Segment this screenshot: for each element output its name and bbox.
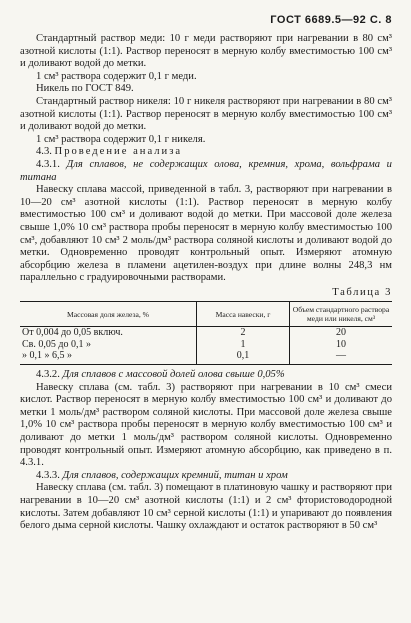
section-4-3-heading <box>20 146 392 159</box>
table-caption: Таблица 3 <box>332 286 392 298</box>
column-header-mass: Масса навески, г <box>197 302 290 327</box>
document-page <box>20 14 392 533</box>
table-cell: От 0,004 до 0,05 включ. <box>20 327 197 339</box>
paragraph-4-3-1-body: Навеску сплава массой, приведенной в табл. 3, растворяют при нагревании в 10—20 см³ азотной кислоты (1:1). Раствор переносят в мерную колбу вместимостью 100 см³ и доливают водой до метки. При массовой доле железа свыше 1,0% 10 см³ раствора пробы переносят в мерную колбу вместимостью 100 см³, добавляют 10 см³ 2 моль/дм³ раствора соляной кислоты и доливают водой до метки. Одновременно проводят контрольный опыт. Измеряют атомную абсорбцию железа в пламени ацетилен-воздух при длине волны 248,3 нм параллельно с градуировочными растворами. <box>20 184 392 284</box>
paragraph-4-3-3-body: Навеску сплава (см. табл. 3) помещают в платиновую чашку и растворяют при нагревании в 10—20 см³ азотной кислоты (1:1) и 2 см³ фтористоводородной кислоты. Затем добавляют 10 см³ серной кислоты (1:1) и упаривают до появления белого дыма серной кислоты. Чашку охлаждают и остаток растворяют в 50 см³ <box>20 482 392 532</box>
paragraph-copy-standard: Стандартный раствор меди: 10 г меди растворяют при нагревании в 80 см³ азотной кислоты (1:1). Раствор переносят в мерную колбу вместимостью 100 см³ и доливают водой до метки. <box>20 33 392 70</box>
section-number: 4.3.3. <box>36 469 60 481</box>
section-title: Для сплавов с массовой долей олова свыше 0,05% <box>62 368 285 380</box>
section-4-3-2-heading <box>20 369 392 382</box>
paragraph-nickel-gost: Никель по ГОСТ 849. <box>36 83 134 95</box>
table-row <box>20 339 392 351</box>
section-title: Для сплавов, не содержащих олова, кремния, хрома, вольфрама и титана <box>20 158 392 183</box>
section-4-3-3-heading <box>20 470 392 483</box>
table-cell: — <box>290 350 393 364</box>
section-number: 4.3. <box>36 146 52 158</box>
column-header-volume: Объем стандартного раствора меди или никеля, см³ <box>290 302 393 327</box>
table-cell: 2 <box>197 327 290 339</box>
paragraph-copy-content: 1 см³ раствора содержит 0,1 г меди. <box>36 70 197 82</box>
table-cell: 1 <box>197 339 290 351</box>
paragraph-nickel-standard: Стандартный раствор никеля: 10 г никеля растворяют при нагревании в 80 см³ азотной кислоты (1:1). Раствор переносят в мерную колбу вместимостью 100 см³ и доливают водой до метки. <box>20 95 392 133</box>
table-row <box>20 327 392 339</box>
section-number: 4.3.1. <box>36 158 60 170</box>
section-title: Для сплавов, содержащих кремний, титан и хром <box>62 469 288 481</box>
column-header-iron: Массовая доля железа, % <box>20 302 197 327</box>
section-title: Проведение анализа <box>54 146 183 158</box>
table-cell: Св. 0,05 до 0,1 » <box>20 339 197 351</box>
paragraph-nickel-content: 1 см³ раствора содержит 0,1 г никеля. <box>36 133 206 145</box>
table-cell: » 0,1 » 6,5 » <box>20 350 197 364</box>
paragraph-4-3-2-body: Навеску сплава (см. табл. 3) растворяют при нагревании в 10 см³ смеси кислот. Раствор переносят в мерную колбу вместимостью 100 см³ и доливают до метки 1 моль/дм³ раствором соляной кислоты. При массовой доле железа свыше 1,0% 10 см³ раствора пробы переносят в мерную колбу вместимостью 100 см³ и доливают до метки 1 моль/дм³ раствором соляной кислоты. Одновременно проводят контрольный опыт. Измеряют атомную абсорбцию, как приведено в п. 4.3.1. <box>20 381 392 469</box>
table-cell: 10 <box>336 338 346 350</box>
table-row <box>20 350 392 364</box>
table-3 <box>20 301 392 365</box>
page-header: ГОСТ 6689.5—92 С. 8 <box>270 14 392 26</box>
table-cell: 20 <box>336 327 346 339</box>
table-cell: 0,1 <box>197 350 290 364</box>
section-number: 4.3.2. <box>36 368 60 380</box>
section-4-3-1-heading <box>20 159 392 184</box>
